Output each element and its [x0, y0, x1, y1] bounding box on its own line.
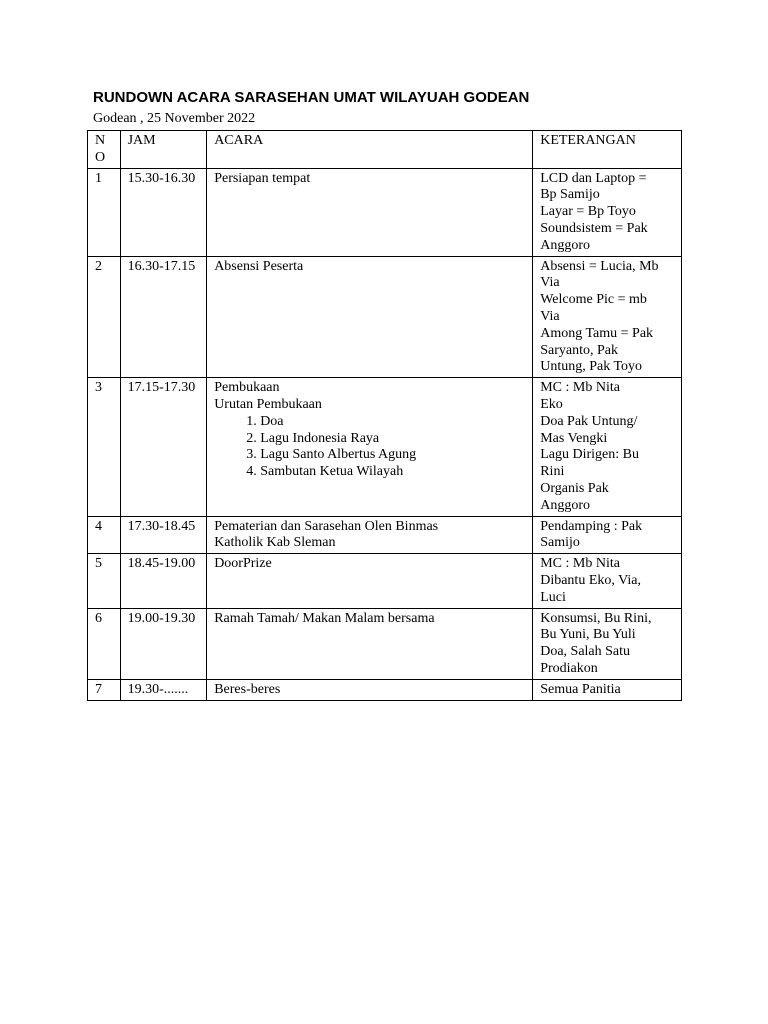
keterangan-line: Absensi = Lucia, Mb [540, 258, 659, 274]
keterangan-line: Anggoro [540, 497, 590, 513]
cell-jam: 15.30-16.30 [120, 168, 207, 256]
cell-acara: DoorPrize [207, 554, 533, 608]
acara-line: Pembukaan [214, 380, 280, 396]
cell-no: 6 [88, 608, 121, 679]
opening-sequence-list [214, 414, 526, 481]
table-row [88, 256, 682, 378]
rundown-table [87, 130, 682, 701]
list-item: 1. Doa [260, 414, 526, 431]
keterangan-line: Lagu Dirigen: Bu [540, 447, 639, 463]
cell-keterangan [533, 554, 682, 608]
header-acara: ACARA [207, 131, 533, 169]
cell-no: 5 [88, 554, 121, 608]
cell-acara: Persiapan tempat [207, 168, 533, 256]
cell-acara: Ramah Tamah/ Makan Malam bersama [207, 608, 533, 679]
acara-line: Katholik Kab Sleman [214, 535, 336, 551]
keterangan-line: Eko [540, 396, 563, 412]
cell-acara [207, 516, 533, 554]
keterangan-line: LCD dan Laptop = [540, 170, 647, 186]
cell-keterangan [533, 608, 682, 679]
cell-jam: 19.00-19.30 [120, 608, 207, 679]
cell-jam: 16.30-17.15 [120, 256, 207, 378]
cell-jam: 18.45-19.00 [120, 554, 207, 608]
keterangan-line: Doa Pak Untung/ [540, 413, 638, 429]
keterangan-line: Pendamping : Pak [540, 518, 643, 534]
keterangan-line: Luci [540, 589, 566, 605]
keterangan-line: Layar = Bp Toyo [540, 204, 636, 220]
cell-jam: 17.30-18.45 [120, 516, 207, 554]
cell-keterangan [533, 378, 682, 516]
cell-no: 3 [88, 378, 121, 516]
keterangan-line: Via [540, 308, 560, 324]
cell-keterangan [533, 168, 682, 256]
keterangan-line: Samijo [540, 535, 580, 551]
table-row [88, 608, 682, 679]
header-no-line1: N [95, 133, 106, 148]
header-keterangan: KETERANGAN [533, 131, 682, 169]
acara-line: Urutan Pembukaan [214, 396, 322, 412]
cell-no: 4 [88, 516, 121, 554]
table-row [88, 516, 682, 554]
cell-jam: 17.15-17.30 [120, 378, 207, 516]
keterangan-line: Mas Vengki [540, 430, 608, 446]
table-header-row [88, 131, 682, 169]
cell-acara [207, 378, 533, 516]
keterangan-line: Doa, Salah Satu [540, 644, 631, 660]
cell-acara: Beres-beres [207, 679, 533, 700]
keterangan-line: Prodiakon [540, 660, 598, 676]
list-item: 3. Lagu Santo Albertus Agung [260, 447, 526, 464]
keterangan-line: Via [540, 275, 560, 291]
table-row [88, 679, 682, 700]
keterangan-line: Rini [540, 464, 565, 480]
keterangan-line: Semua Panitia [540, 681, 621, 697]
keterangan-line: Konsumsi, Bu Rini, [540, 610, 652, 626]
keterangan-line: Bu Yuni, Bu Yuli [540, 627, 636, 643]
keterangan-line: Saryanto, Pak [540, 342, 618, 358]
cell-no: 1 [88, 168, 121, 256]
cell-keterangan [533, 679, 682, 700]
table-row [88, 168, 682, 256]
keterangan-line: Welcome Pic = mb [540, 292, 647, 308]
keterangan-line: Untung, Pak Toyo [540, 359, 643, 375]
cell-no: 2 [88, 256, 121, 378]
header-no-line2: O [95, 149, 106, 165]
cell-keterangan [533, 516, 682, 554]
document-title: RUNDOWN ACARA SARASEHAN UMAT WILAYUAH GODEAN [93, 89, 530, 106]
header-jam: JAM [120, 131, 207, 169]
list-item: 2. Lagu Indonesia Raya [260, 431, 526, 448]
cell-no: 7 [88, 679, 121, 700]
document-subtitle: Godean , 25 November 2022 [93, 111, 256, 126]
cell-acara: Absensi Peserta [207, 256, 533, 378]
keterangan-line: MC : Mb Nita [540, 380, 620, 396]
cell-jam: 19.30-....... [120, 679, 207, 700]
acara-line: Pematerian dan Sarasehan Olen Binmas [214, 518, 439, 534]
header-no [88, 131, 121, 169]
keterangan-line: Organis Pak [540, 480, 609, 496]
cell-keterangan [533, 256, 682, 378]
keterangan-line: Among Tamu = Pak [540, 325, 654, 341]
table-row [88, 554, 682, 608]
keterangan-line: Dibantu Eko, Via, [540, 572, 641, 588]
list-item: 4. Sambutan Ketua Wilayah [260, 464, 526, 481]
keterangan-line: Anggoro [540, 237, 590, 253]
keterangan-line: MC : Mb Nita [540, 556, 620, 572]
keterangan-line: Soundsistem = Pak [540, 220, 648, 236]
table-row [88, 378, 682, 516]
keterangan-line: Bp Samijo [540, 187, 600, 203]
